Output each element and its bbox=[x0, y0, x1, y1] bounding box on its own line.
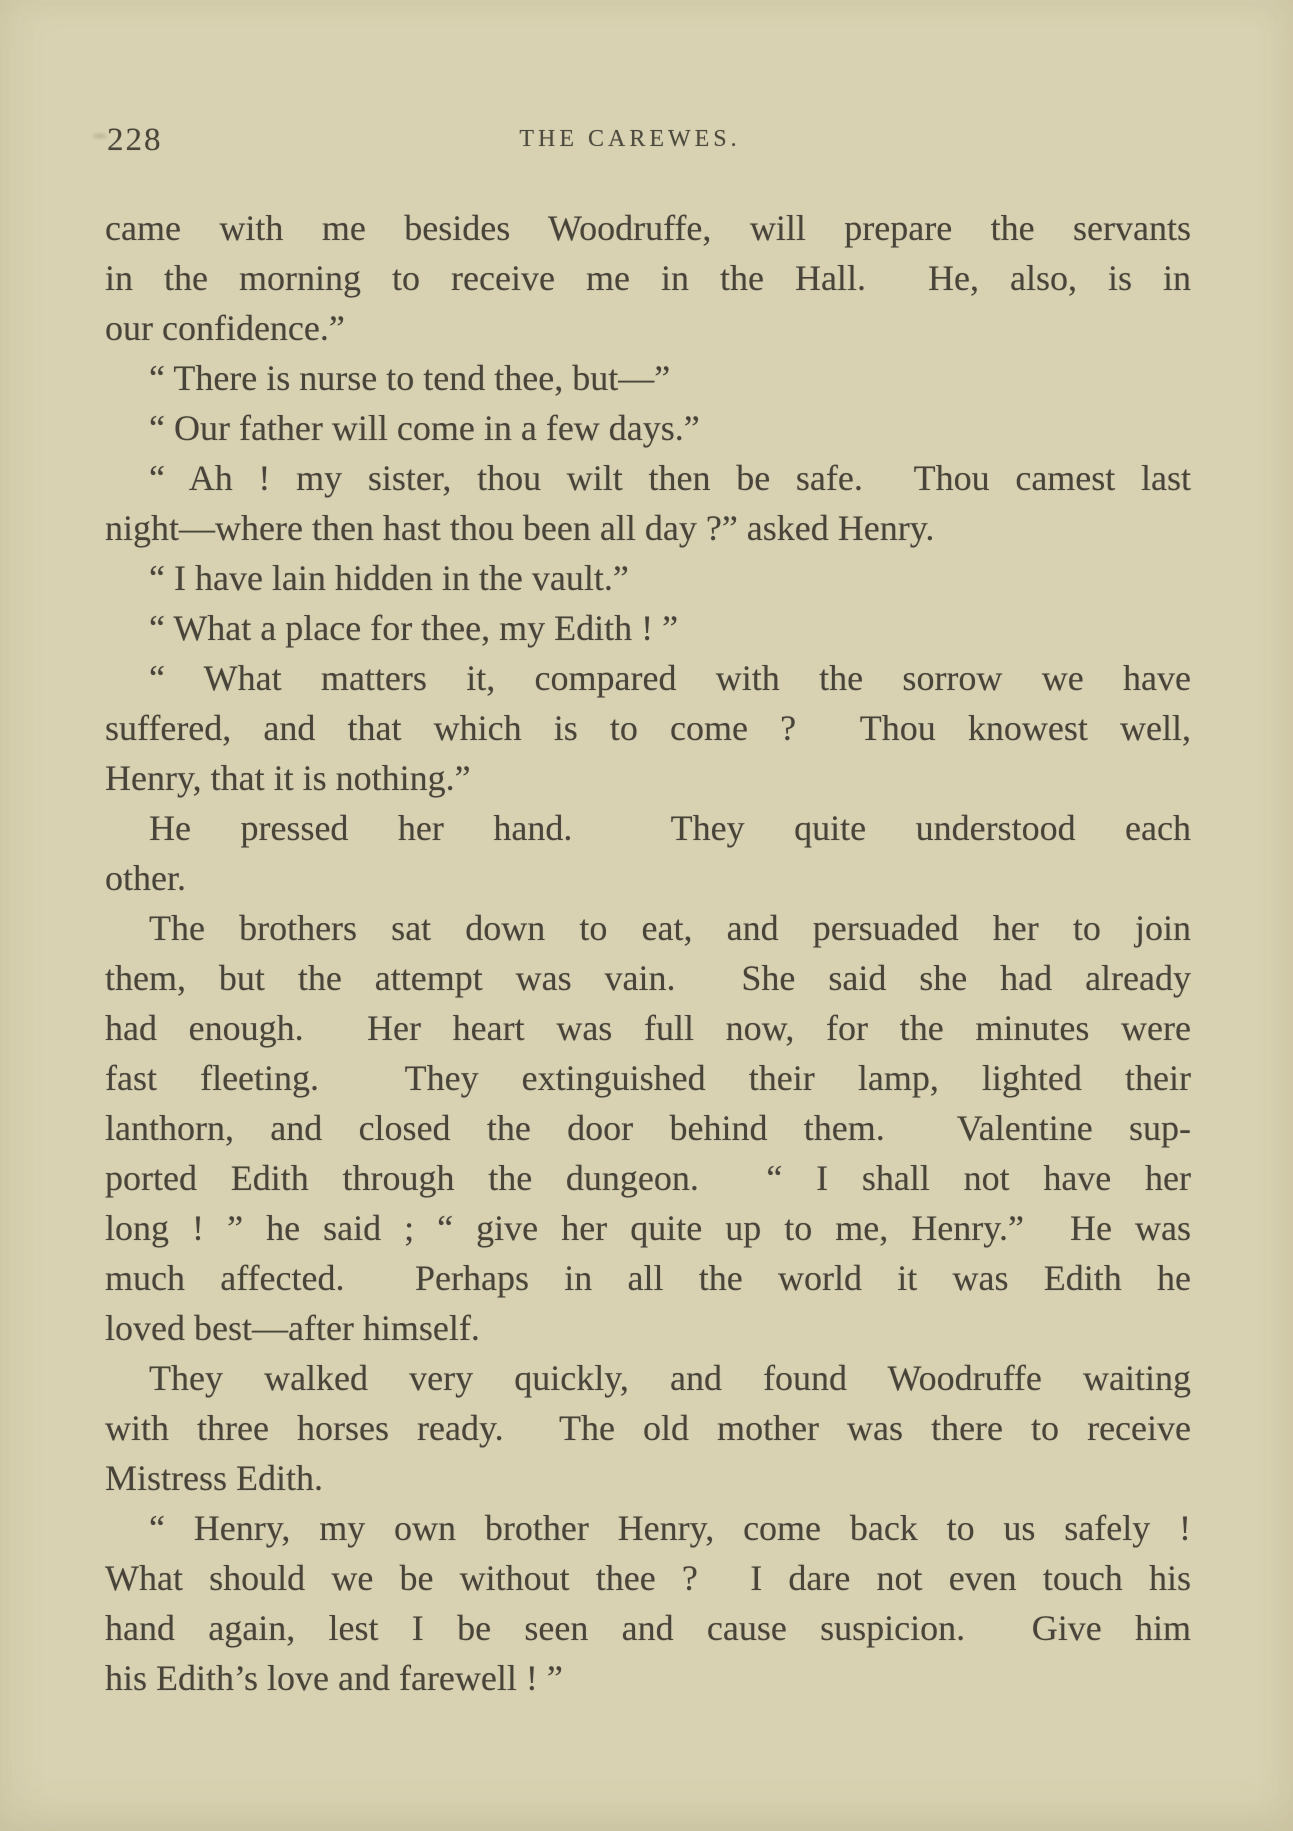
text-line: came with me besides Woodruffe, will prepare the servants bbox=[105, 208, 1191, 248]
text-line: They walked very quickly, and found Woodruffe waiting bbox=[149, 1358, 1191, 1398]
text-line: “ What a place for thee, my Edith ! ” bbox=[149, 608, 679, 648]
text-line: other. bbox=[105, 858, 186, 898]
page-header bbox=[105, 120, 1191, 162]
text-line: The brothers sat down to eat, and persuaded her to join bbox=[149, 908, 1191, 948]
text-line: night—where then hast thou been all day ?” asked Henry. bbox=[105, 508, 935, 548]
text-line: “ What matters it, compared with the sorrow we have bbox=[149, 658, 1191, 698]
text-line: suffered, and that which is to come ? Thou knowest well, bbox=[105, 708, 1191, 748]
text-line: much affected. Perhaps in all the world it was Edith he bbox=[105, 1258, 1191, 1298]
text-line: fast fleeting. They extinguished their lamp, lighted their bbox=[105, 1058, 1191, 1098]
running-title: THE CAREWES. bbox=[519, 126, 741, 152]
text-line: loved best—after himself. bbox=[105, 1308, 480, 1348]
text-line: He pressed her hand. They quite understood each bbox=[149, 808, 1191, 848]
text-line: “ Ah ! my sister, thou wilt then be safe. Thou camest last bbox=[149, 458, 1191, 498]
text-line: Henry, that it is nothing.” bbox=[105, 758, 471, 798]
text-line: Mistress Edith. bbox=[105, 1458, 324, 1498]
page-number: 228 bbox=[107, 122, 163, 159]
text-line: lanthorn, and closed the door behind them. Valentine sup- bbox=[105, 1108, 1191, 1148]
text-line: had enough. Her heart was full now, for the minutes were bbox=[105, 1008, 1191, 1048]
text-line: his Edith’s love and farewell ! ” bbox=[105, 1658, 563, 1698]
text-line: ported Edith through the dungeon. “ I shall not have her bbox=[105, 1158, 1191, 1198]
text-line: with three horses ready. The old mother was there to receive bbox=[105, 1408, 1191, 1448]
text-line: our confidence.” bbox=[105, 308, 345, 348]
text-line: “ There is nurse to tend thee, but—” bbox=[149, 358, 671, 398]
text-line: “ Our father will come in a few days.” bbox=[149, 408, 700, 448]
text-line: What should we be without thee ? I dare not even touch his bbox=[105, 1558, 1191, 1598]
text-line: long ! ” he said ; “ give her quite up to me, Henry.” He was bbox=[105, 1208, 1191, 1248]
text-line: in the morning to receive me in the Hall. He, also, is in bbox=[105, 258, 1191, 298]
text-line: them, but the attempt was vain. She said she had already bbox=[105, 958, 1191, 998]
text-line: “ Henry, my own brother Henry, come back to us safely ! bbox=[149, 1508, 1191, 1548]
text-line: hand again, lest I be seen and cause suspicion. Give him bbox=[105, 1608, 1191, 1648]
text-line: “ I have lain hidden in the vault.” bbox=[149, 558, 629, 598]
page-text bbox=[105, 203, 1191, 1703]
